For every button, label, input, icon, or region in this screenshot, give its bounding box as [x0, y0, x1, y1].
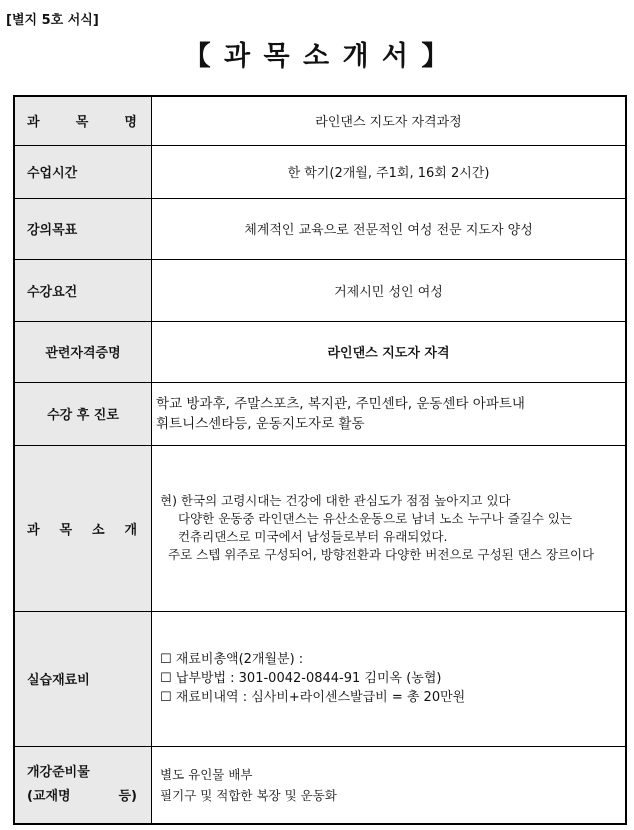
intro-line: 주로 스텝 위주로 구성되어, 방향전환과 다양한 버전으로 구성된 댄스 장르이다 [168, 547, 595, 562]
row-career [14, 382, 626, 445]
row-preparation [14, 746, 626, 824]
intro-line: 컨츄리댄스로 미국에서 남성들로부터 유래되었다. [178, 529, 448, 544]
intro-line: 현) 한국의 고령시대는 건강에 대한 관심도가 점점 높아지고 있다 [160, 493, 511, 508]
label-career: 수강 후 진로 [14, 382, 152, 445]
value-goal: 체계적인 교육으로 전문적인 여성 전문 지도자 양성 [152, 198, 627, 259]
intro-line: 다양한 운동중 라인댄스는 유산소운동으로 남녀 노소 누구나 즐길수 있는 [178, 511, 573, 526]
row-course-name [14, 96, 626, 145]
value-material-fee [152, 611, 627, 746]
preparation-line: 필기구 및 적합한 복장 및 운동화 [160, 787, 337, 803]
label-course-name: 과 목 명 [14, 96, 152, 145]
value-intro [152, 445, 627, 611]
value-course-name: 라인댄스 지도자 자격과정 [152, 96, 627, 145]
row-material-fee [14, 611, 626, 746]
fee-total-line: ☐ 재료비총액(2개월분) : [160, 652, 304, 667]
career-line: 휘트니스센타등, 운동지도자로 활동 [156, 415, 365, 432]
value-requirements: 거제시민 성인 여성 [152, 259, 627, 321]
row-requirements [14, 259, 626, 321]
fee-payment-line: ☐ 납부방법 : 301-0042-0844-91 김미옥 (농협) [160, 671, 442, 686]
label-preparation-line1: 개강준비물 [27, 764, 90, 780]
career-line: 학교 방과후, 주말스포츠, 복지관, 주민센타, 운동센타 아파트내 [156, 395, 525, 412]
form-number: [별지 5호 서식] [6, 13, 99, 28]
label-certificate: 관련자격증명 [14, 321, 152, 382]
preparation-line: 별도 유인물 배부 [160, 766, 253, 782]
label-goal: 강의목표 [14, 198, 152, 259]
label-requirements: 수강요건 [14, 259, 152, 321]
row-intro [14, 445, 626, 611]
value-class-hours: 한 학기(2개월, 주1회, 16회 2시간) [152, 145, 627, 198]
row-certificate [14, 321, 626, 382]
fee-detail-line: ☐ 재료비내역 : 심사비+라이센스발급비 = 총 20만원 [160, 690, 466, 705]
row-goal [14, 198, 626, 259]
label-class-hours: 수업시간 [14, 145, 152, 198]
label-preparation-line2: (교재명 등) [27, 788, 137, 804]
course-intro-table [13, 95, 627, 825]
label-preparation [14, 746, 152, 824]
document-title: 【 과 목 소 개 서 】 [183, 41, 451, 72]
row-class-hours [14, 145, 626, 198]
value-preparation [152, 746, 627, 824]
label-intro: 과 목 소 개 [14, 445, 152, 611]
label-material-fee: 실습재료비 [14, 611, 152, 746]
value-certificate: 라인댄스 지도자 자격 [152, 321, 627, 382]
value-career [152, 382, 627, 445]
